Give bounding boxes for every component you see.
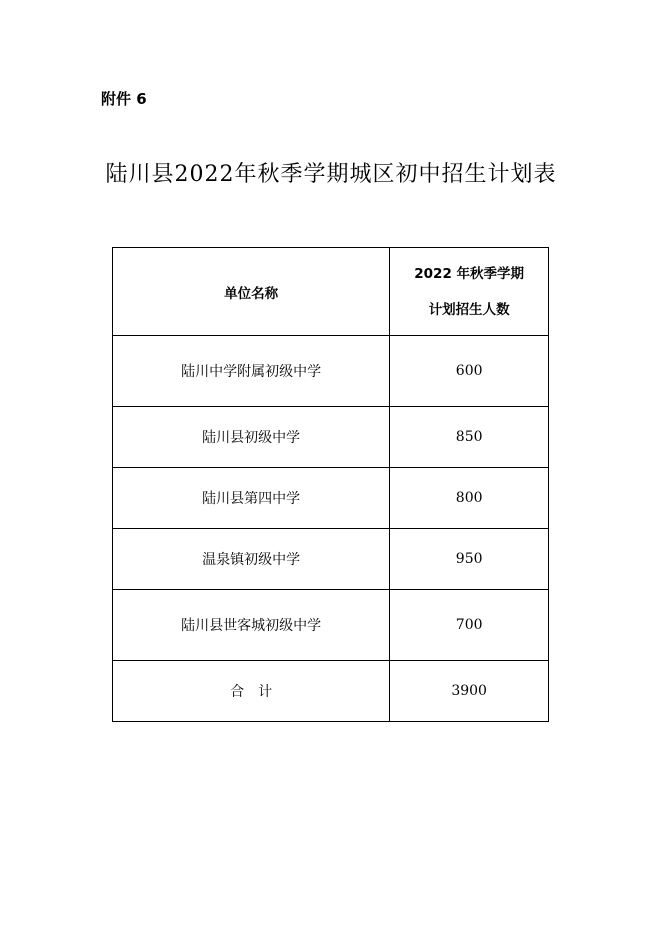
header-plan-count-line2: 计划招生人数 xyxy=(428,301,510,318)
enrollment-plan-table xyxy=(112,247,549,722)
total-label-cell: 合 计 xyxy=(113,661,390,722)
document-title: 陆川县2022年秋季学期城区初中招生计划表 xyxy=(105,162,557,187)
header-plan-count xyxy=(390,248,549,336)
unit-name-cell: 陆川县世客城初级中学 xyxy=(113,590,390,661)
plan-count-cell: 950 xyxy=(390,529,549,590)
header-unit-name: 单位名称 xyxy=(113,248,390,336)
attachment-label: 附件 6 xyxy=(101,90,147,108)
unit-name-cell: 陆川县初级中学 xyxy=(113,407,390,468)
plan-count-cell: 850 xyxy=(390,407,549,468)
table-row xyxy=(113,407,549,468)
total-count-cell: 3900 xyxy=(390,661,549,722)
unit-name-cell: 陆川中学附属初级中学 xyxy=(113,336,390,407)
plan-count-cell: 700 xyxy=(390,590,549,661)
unit-name-cell: 温泉镇初级中学 xyxy=(113,529,390,590)
table-row xyxy=(113,336,549,407)
table-row xyxy=(113,468,549,529)
table-row xyxy=(113,529,549,590)
plan-count-cell: 600 xyxy=(390,336,549,407)
header-plan-count-line1: 2022 年秋季学期 xyxy=(414,265,525,282)
table-row xyxy=(113,590,549,661)
plan-count-cell: 800 xyxy=(390,468,549,529)
table-total-row xyxy=(113,661,549,722)
unit-name-cell: 陆川县第四中学 xyxy=(113,468,390,529)
table-header-row xyxy=(113,248,549,336)
